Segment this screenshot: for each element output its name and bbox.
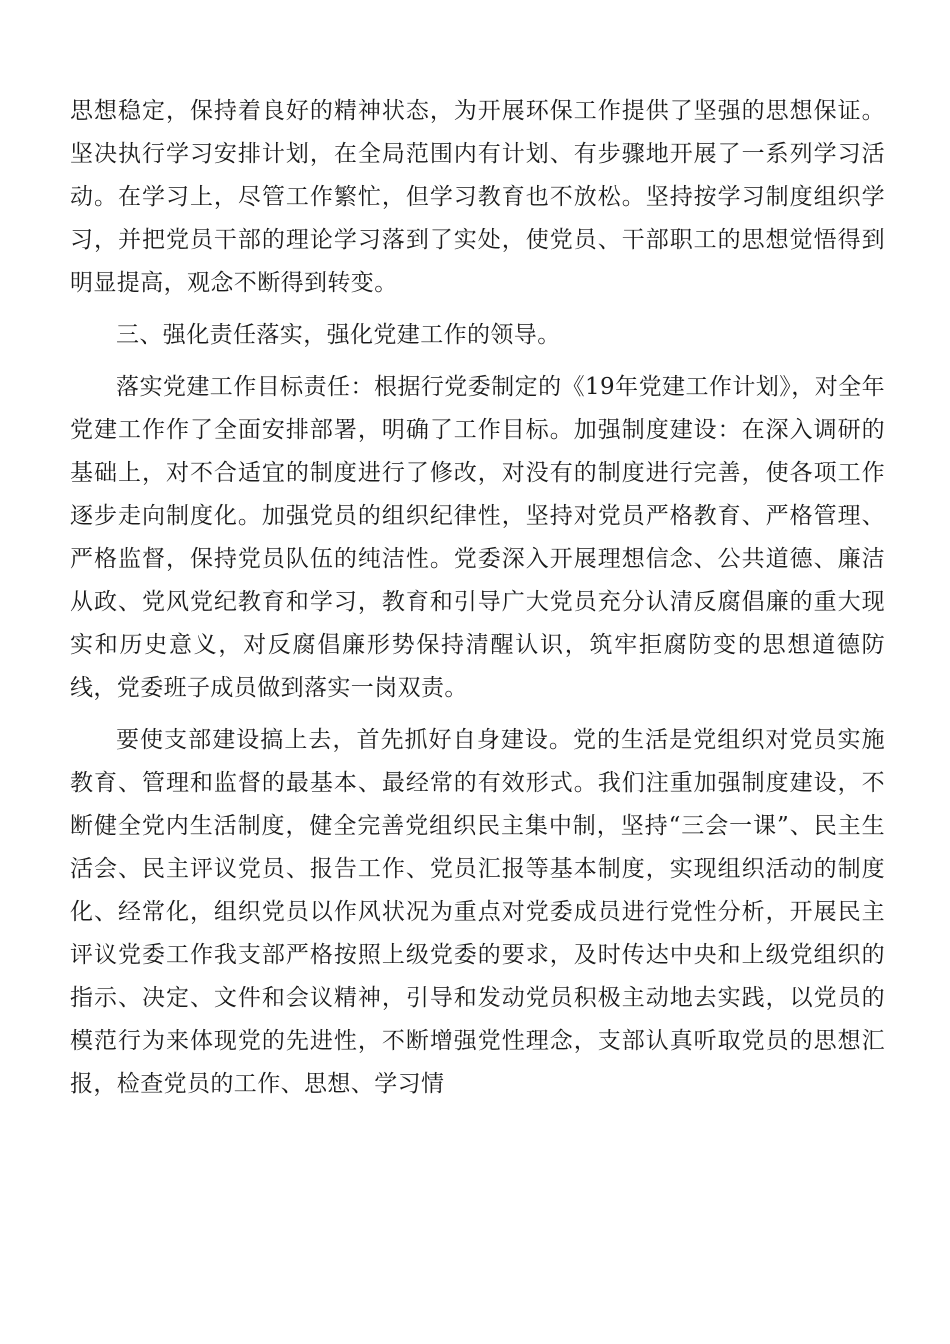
paragraph-party-building-responsibility: 落实党建工作目标责任：根据行党委制定的《19年党建工作计划》，对全年党建工作作了全面安排部署，明确了工作目标。加强制度建设：在深入调研的基础上，对不合适宜的制度进行了修改，对没有的制度进行完善，使各项工作逐步走向制度化。加强党员的组织纪律性，坚持对党员严格教育、严格管理、严格监督，保持党员队伍的纯洁性。党委深入开展理想信念、公共道德、廉洁从政、党风党纪教育和学习，教育和引导广大党员充分认清反腐倡廉的重大现实和历史意义，对反腐倡廉形势保持清醒认识，筑牢拒腐防变的思想道德防线，党委班子成员做到落实一岗双责。 [70, 374, 885, 701]
paragraph-continuation: 思想稳定，保持着良好的精神状态，为开展环保工作提供了坚强的思想保证。坚决执行学习安排计划，在全局范围内有计划、有步骤地开展了一系列学习活动。在学习上，尽管工作繁忙，但学习教育也不放松。坚持按学习制度组织学习，并把党员干部的理论学习落到了实处，使党员、干部职工的思想觉悟得到明显提高，观念不断得到转变。 [70, 98, 885, 296]
document-body [70, 90, 885, 1106]
paragraph-branch-construction: 要使支部建设搞上去，首先抓好自身建设。党的生活是党组织对党员实施教育、管理和监督的最基本、最经常的有效形式。我们注重加强制度建设，不断健全党内生活制度，健全完善党组织民主集中制，坚持“三会一课”、民主生活会、民主评议党员、报告工作、党员汇报等基本制度，实现组织活动的制度化、经常化，组织党员以作风状况为重点对党委成员进行党性分析，开展民主评议党委工作我支部严格按照上级党委的要求，及时传达中央和上级党组织的指示、决定、文件和会议精神，引导和发动党员积极主动地去实践，以党员的模范行为来体现党的先进性，不断增强党性理念，支部认真听取党员的思想汇报，检查党员的工作、思想、学习情 [70, 727, 885, 1097]
section-heading: 三、强化责任落实，强化党建工作的领导。 [116, 322, 561, 348]
paragraph-spacer [70, 710, 885, 719]
paragraph-spacer [70, 305, 885, 314]
paragraph-spacer [70, 357, 885, 366]
